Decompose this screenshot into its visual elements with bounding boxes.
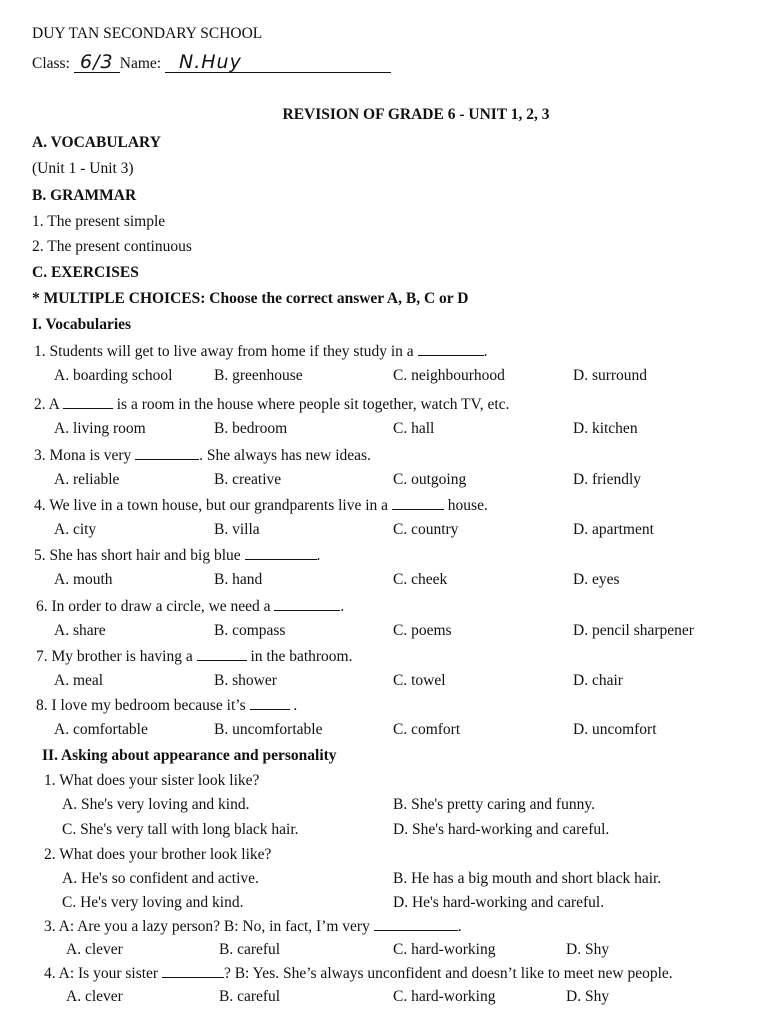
answer-option[interactable]: C. towel: [393, 672, 446, 689]
answer-blank[interactable]: [197, 646, 247, 661]
answer-option[interactable]: B. He has a big mouth and short black hair.: [393, 870, 662, 887]
answer-option[interactable]: A. living room: [54, 420, 146, 437]
question-stem-end: in the bathroom.: [246, 648, 353, 665]
question-text: [34, 545, 320, 566]
part2-heading: II. Asking about appearance and personality: [42, 747, 337, 764]
answer-blank[interactable]: [274, 596, 340, 611]
answer-option[interactable]: A. boarding school: [54, 367, 173, 384]
question-stem-end: .: [340, 598, 345, 615]
class-field[interactable]: 6/3: [74, 52, 120, 73]
answer-option[interactable]: A. She's very loving and kind.: [62, 796, 250, 813]
answer-option[interactable]: C. hall: [393, 420, 435, 437]
answer-blank[interactable]: [374, 916, 458, 931]
question-stem: 6. In order to draw a circle, we need a: [36, 598, 275, 615]
answer-option[interactable]: A. share: [54, 622, 106, 639]
answer-option[interactable]: B. creative: [214, 471, 282, 488]
question-stem: 5. She has short hair and big blue: [34, 547, 245, 564]
question-stem: 4. A: Is your sister: [44, 965, 162, 982]
question-stem: 3. Mona is very: [34, 447, 136, 464]
page-title: REVISION OF GRADE 6 - UNIT 1, 2, 3: [282, 106, 550, 123]
question-stem-end: .: [316, 547, 321, 564]
answer-option[interactable]: B. She's pretty caring and funny.: [393, 796, 595, 813]
answer-option[interactable]: D. Shy: [566, 988, 610, 1005]
multiple-choice-instructions: * MULTIPLE CHOICES: Choose the correct answer A, B, C or D: [32, 290, 469, 307]
answer-option[interactable]: A. mouth: [54, 571, 113, 588]
answer-blank[interactable]: [63, 394, 113, 409]
grammar-item: 2. The present continuous: [32, 238, 192, 255]
question-stem-end: house.: [443, 497, 488, 514]
answer-blank[interactable]: [392, 495, 444, 510]
answer-option[interactable]: C. poems: [393, 622, 452, 639]
answer-option[interactable]: B. greenhouse: [214, 367, 303, 384]
answer-option[interactable]: A. clever: [66, 988, 123, 1005]
answer-option[interactable]: C. He's very loving and kind.: [62, 894, 244, 911]
question-text: [34, 445, 371, 466]
school-name: DUY TAN SECONDARY SCHOOL: [32, 25, 263, 42]
answer-option[interactable]: B. hand: [214, 571, 263, 588]
question-stem-end: .: [457, 918, 462, 935]
answer-option[interactable]: B. shower: [214, 672, 277, 689]
question-text: [44, 963, 673, 984]
question-text: [44, 916, 462, 937]
name-label: Name:: [119, 55, 162, 72]
question-stem-end: .: [289, 697, 298, 714]
question-stem-end: is a room in the house where people sit together, watch TV, etc.: [112, 396, 510, 413]
question-stem-end: . She always has new ideas.: [199, 447, 371, 464]
answer-blank[interactable]: [245, 545, 317, 560]
question-stem: 8. I love my bedroom because it’s: [36, 697, 250, 714]
name-field[interactable]: N.Huy: [165, 52, 391, 73]
answer-option[interactable]: D. pencil sharpener: [573, 622, 694, 639]
answer-blank[interactable]: [418, 341, 484, 356]
answer-option[interactable]: D. apartment: [573, 521, 654, 538]
answer-option[interactable]: C. hard-working: [393, 988, 496, 1005]
part1-heading: I. Vocabularies: [32, 316, 132, 333]
question-text: [34, 495, 488, 516]
grammar-heading: B. GRAMMAR: [32, 187, 137, 204]
question-text: [36, 695, 297, 716]
vocabulary-heading: A. VOCABULARY: [32, 134, 161, 151]
answer-option[interactable]: C. country: [393, 521, 459, 538]
answer-option[interactable]: B. compass: [214, 622, 286, 639]
question-stem: 4. We live in a town house, but our grandparents live in a: [34, 497, 392, 514]
answer-option[interactable]: B. careful: [219, 988, 281, 1005]
answer-option[interactable]: C. comfort: [393, 721, 461, 738]
vocabulary-units: (Unit 1 - Unit 3): [32, 160, 134, 177]
question-text: [36, 596, 344, 617]
answer-option[interactable]: A. reliable: [54, 471, 120, 488]
class-label: Class:: [32, 55, 70, 72]
question-stem-end: .: [483, 343, 488, 360]
answer-option[interactable]: A. comfortable: [54, 721, 148, 738]
question-text: 1. What does your sister look like?: [44, 772, 260, 789]
question-stem-end: ? B: Yes. She’s always unconfident and doesn’t like to meet new people.: [223, 965, 673, 982]
answer-option[interactable]: A. city: [54, 521, 97, 538]
question-text: [36, 646, 352, 667]
answer-option[interactable]: D. Shy: [566, 941, 610, 958]
answer-option[interactable]: D. surround: [573, 367, 648, 384]
answer-option[interactable]: D. uncomfort: [573, 721, 657, 738]
student-info: [32, 52, 391, 74]
answer-option[interactable]: A. clever: [66, 941, 123, 958]
answer-option[interactable]: B. uncomfortable: [214, 721, 323, 738]
answer-option[interactable]: A. He's so confident and active.: [62, 870, 259, 887]
answer-option[interactable]: B. careful: [219, 941, 281, 958]
answer-blank[interactable]: [162, 963, 224, 978]
answer-option[interactable]: B. bedroom: [214, 420, 288, 437]
grammar-item: 1. The present simple: [32, 213, 166, 230]
answer-option[interactable]: D. chair: [573, 672, 623, 689]
answer-option[interactable]: D. She's hard-working and careful.: [393, 821, 610, 838]
answer-blank[interactable]: [135, 445, 199, 460]
question-text: [34, 394, 509, 415]
answer-option[interactable]: C. hard-working: [393, 941, 496, 958]
exercises-heading: C. EXERCISES: [32, 264, 139, 281]
answer-option[interactable]: C. outgoing: [393, 471, 467, 488]
question-stem: 2. A: [34, 396, 63, 413]
answer-option[interactable]: B. villa: [214, 521, 260, 538]
answer-option[interactable]: C. neighbourhood: [393, 367, 505, 384]
answer-option[interactable]: C. cheek: [393, 571, 448, 588]
answer-option[interactable]: A. meal: [54, 672, 104, 689]
question-stem: 7. My brother is having a: [36, 648, 197, 665]
question-text: [34, 341, 487, 362]
answer-blank[interactable]: [250, 695, 290, 710]
answer-option[interactable]: C. She's very tall with long black hair.: [62, 821, 299, 838]
answer-option[interactable]: D. friendly: [573, 471, 642, 488]
answer-option[interactable]: D. He's hard-working and careful.: [393, 894, 605, 911]
answer-option[interactable]: D. kitchen: [573, 420, 638, 437]
question-stem: 3. A: Are you a lazy person? B: No, in fact, I’m very: [44, 918, 374, 935]
answer-option[interactable]: D. eyes: [573, 571, 620, 588]
question-stem: 1. Students will get to live away from home if they study in a: [34, 343, 418, 360]
question-text: 2. What does your brother look like?: [44, 846, 272, 863]
